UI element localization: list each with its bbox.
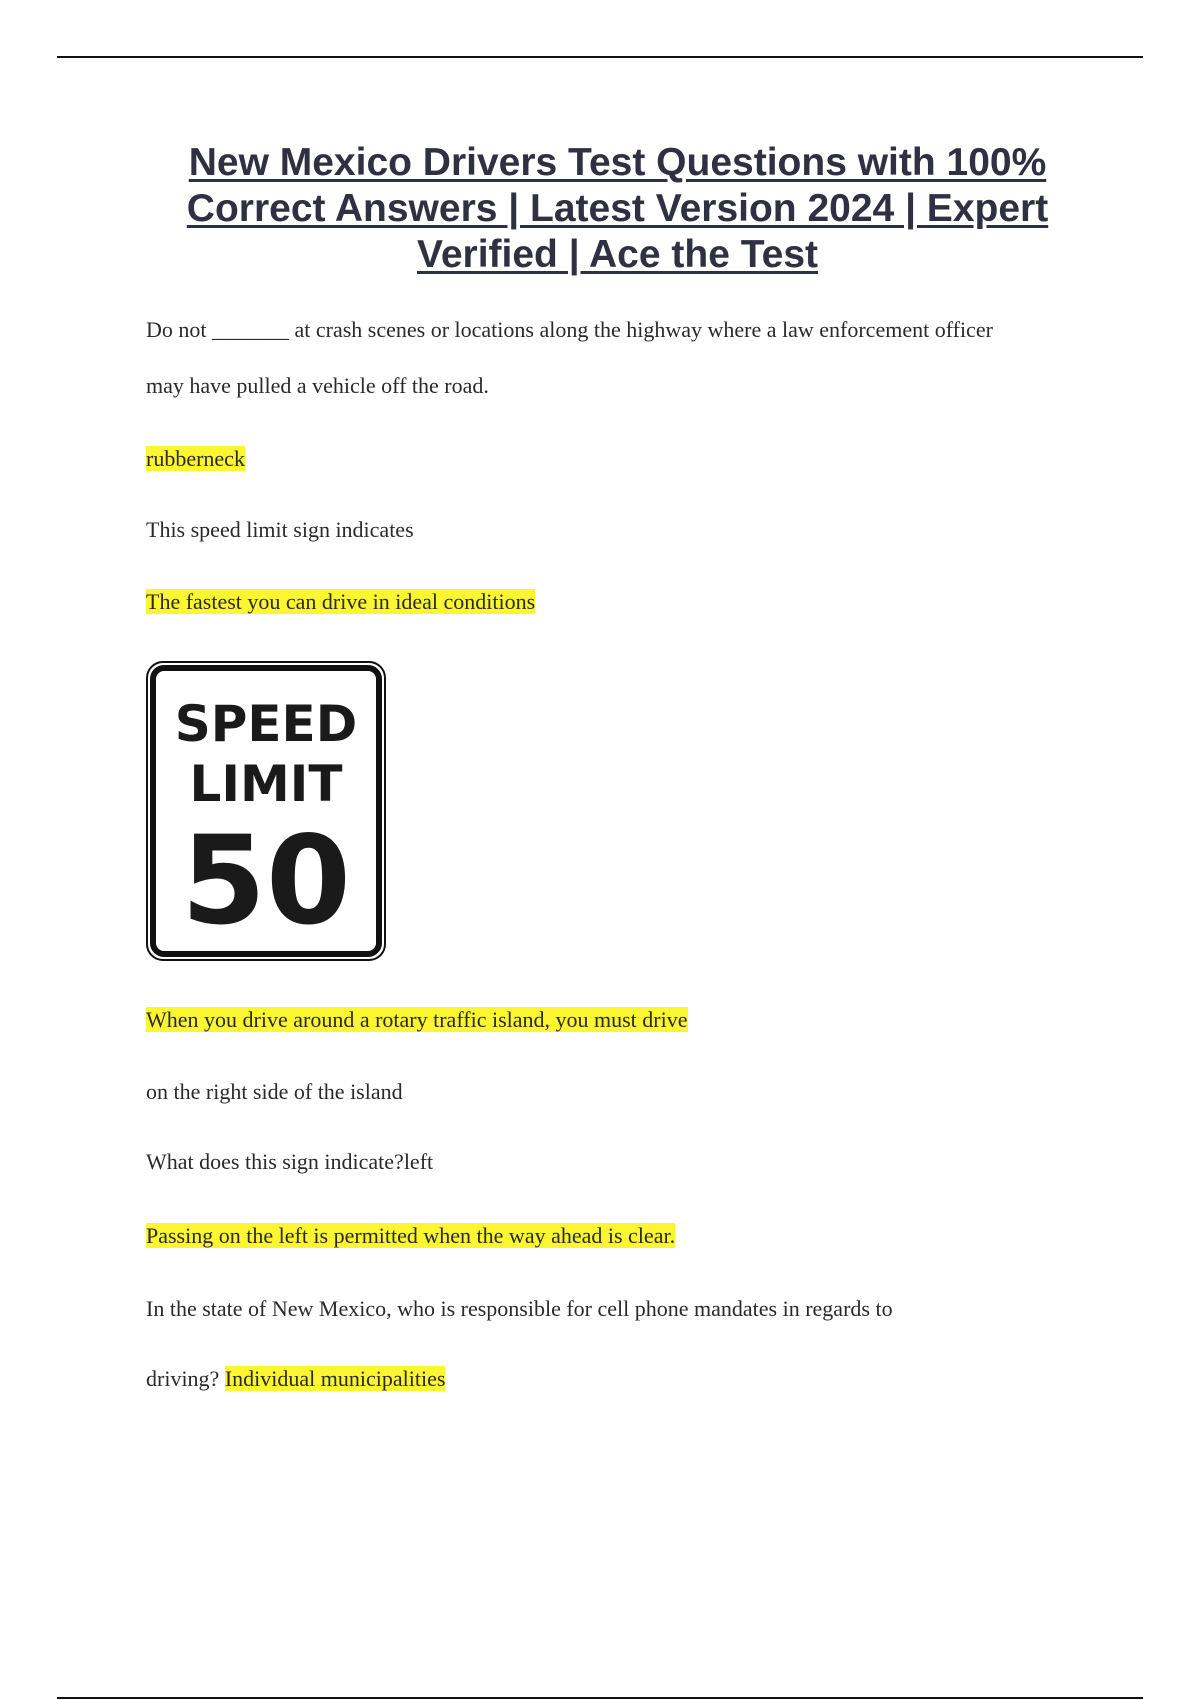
speed-limit-sign-image xyxy=(146,661,386,961)
question-4: What does this sign indicate?left xyxy=(146,1149,434,1174)
question-5-prefix: driving? xyxy=(146,1366,220,1391)
answer-4: Passing on the left is permitted when the way ahead is clear. xyxy=(146,1223,676,1248)
answer-3: on the right side of the island xyxy=(146,1079,403,1104)
page-title: New Mexico Drivers Test Questions with 100% Correct Answers | Latest Version 2024 | Expert Verified | Ace the Test xyxy=(186,141,1049,276)
question-2: This speed limit sign indicates xyxy=(146,517,414,542)
answer-1: rubberneck xyxy=(146,446,245,471)
bottom-rule xyxy=(57,1697,1143,1699)
sign-number-text: 50 xyxy=(181,810,351,952)
question-3: When you drive around a rotary traffic island, you must drive xyxy=(146,1007,688,1032)
question-5-line-2 xyxy=(146,1364,445,1394)
top-rule xyxy=(57,56,1143,58)
sign-speed-text: SPEED xyxy=(174,695,358,753)
sign-limit-text: LIMIT xyxy=(189,755,343,813)
question-1-line-1: Do not _______ at crash scenes or locations along the highway where a law enforcement officer xyxy=(146,317,993,342)
answer-5: Individual municipalities xyxy=(224,1366,446,1391)
question-5-line-1: In the state of New Mexico, who is responsible for cell phone mandates in regards to xyxy=(146,1296,893,1321)
answer-2: The fastest you can drive in ideal conditions xyxy=(146,589,536,614)
question-1-line-2: may have pulled a vehicle off the road. xyxy=(146,373,489,398)
